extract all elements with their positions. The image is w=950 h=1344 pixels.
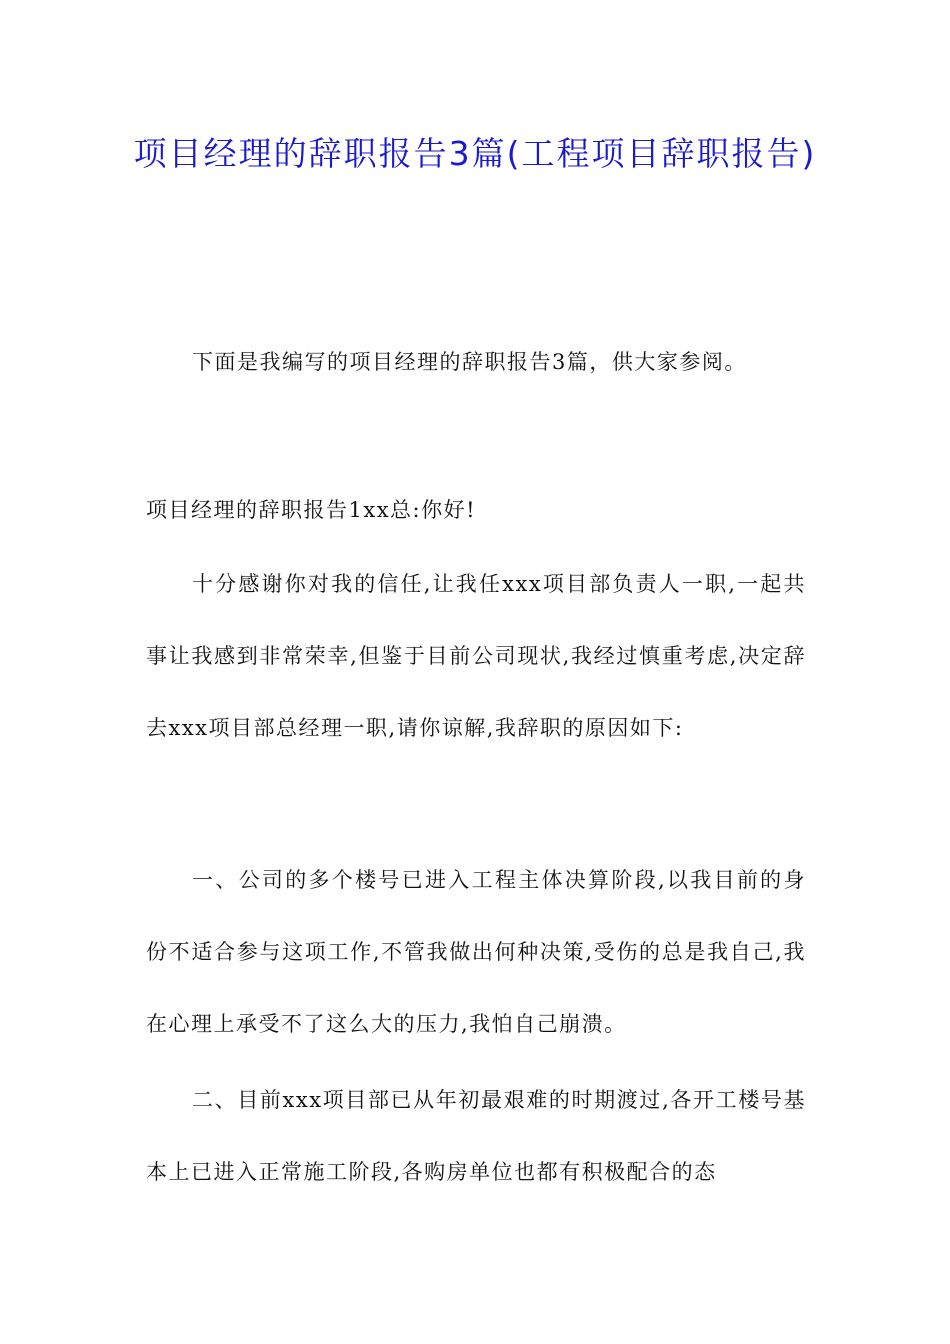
body-paragraph-1: 十分感谢你对我的信任,让我任xxx项目部负责人一职,一起共事让我感到非常荣幸,但鉴于目前公司现状,我经过慎重考虑,决定辞去xxx项目部总经理一职,请你谅解,我辞职的原因如下:	[146, 572, 806, 740]
intro-paragraph: 下面是我编写的项目经理的辞职报告3篇，供大家参阅。	[192, 350, 747, 374]
body-paragraph-3: 二、目前xxx项目部已从年初最艰难的时期渡过,各开工楼号基本上已进入正常施工阶段,各购房单位也都有积极配合的态	[146, 1088, 806, 1184]
document-title: 项目经理的辞职报告3篇(工程项目辞职报告)	[133, 134, 817, 173]
body-paragraph-2: 一、公司的多个楼号已进入工程主体决算阶段,以我目前的身份不适合参与这项工作,不管我做出何种决策,受伤的总是我自己,我在心理上承受不了这么大的压力,我怕自己崩溃。	[146, 868, 806, 1036]
report-greeting: 项目经理的辞职报告1xx总:你好!	[146, 498, 477, 522]
